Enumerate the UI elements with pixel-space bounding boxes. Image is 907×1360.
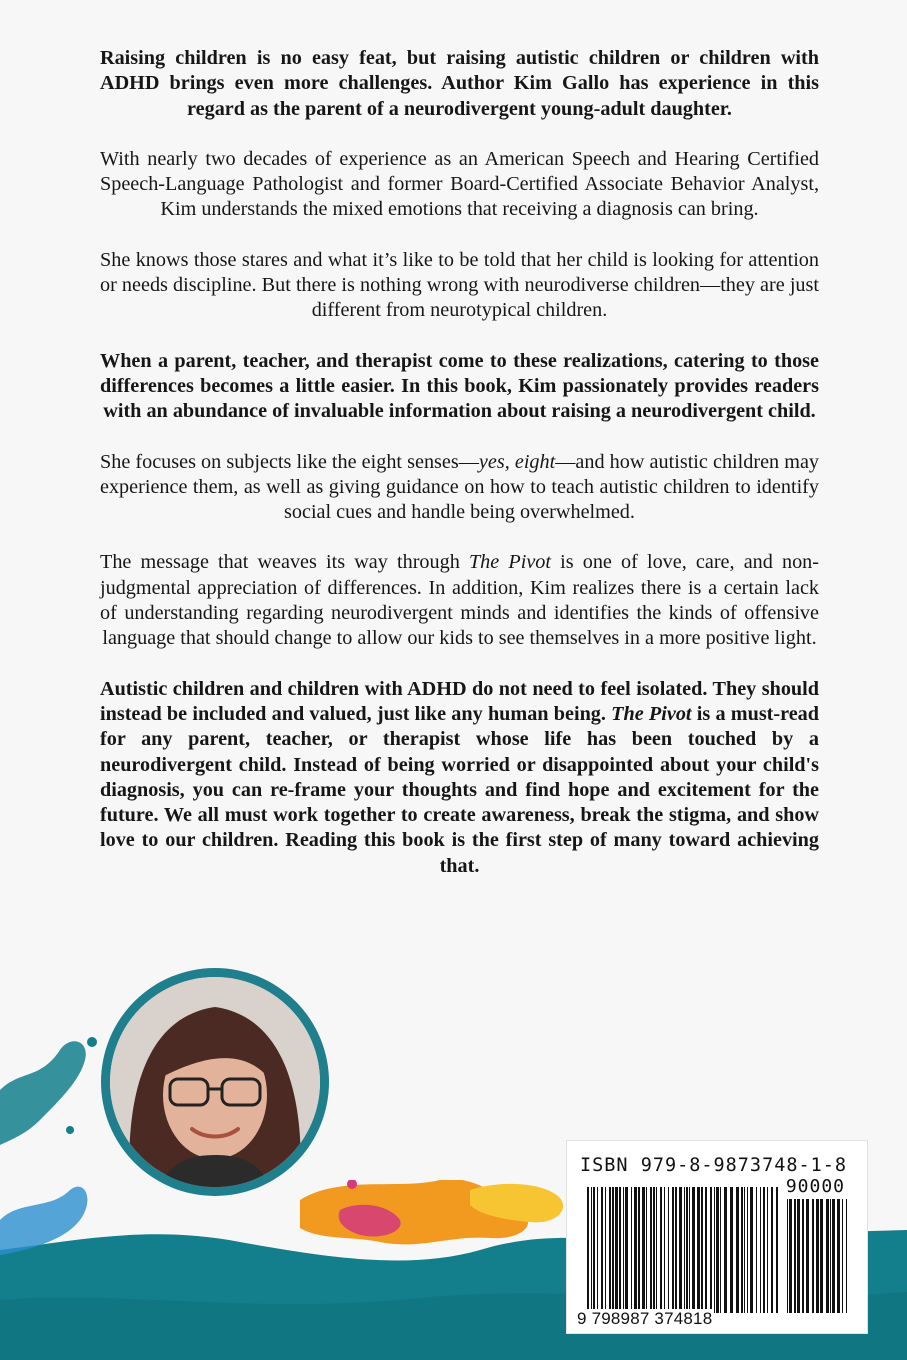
- barcode-digits: 9 798987 374818: [577, 1309, 713, 1328]
- barcode-bar: [787, 1199, 788, 1313]
- barcode-bar: [846, 1199, 847, 1313]
- barcode-bar: [593, 1187, 595, 1313]
- blurb-text: With nearly two decades of experience as an American Speech and Hearing Certified Speech-Language Pathologist and former Board-Certified Associate Behavior Analyst, Kim understands the mixed emotions that receiving a diagnosis can bring.: [100, 147, 819, 221]
- barcode-bar: [714, 1187, 715, 1313]
- blurb-paragraph-7: [100, 677, 819, 879]
- book-title-italic: The Pivot: [611, 702, 692, 725]
- barcode-bar: [631, 1187, 632, 1313]
- barcode-bar: [797, 1199, 800, 1313]
- blurb-text: When a parent, teacher, and therapist come to these realizations, catering to those differences becomes a little easier. In this book, Kim passionately provides readers with an abundance of invaluable information about raising a neurodivergent child.: [100, 349, 819, 423]
- blurb-emphasis: yes, eight: [478, 450, 556, 473]
- barcode-bar: [679, 1187, 682, 1313]
- barcode-bar: [623, 1187, 624, 1313]
- barcode-bar: [724, 1187, 727, 1313]
- barcode-bar: [625, 1187, 628, 1313]
- barcode-bar: [802, 1199, 804, 1313]
- barcode-bar: [656, 1187, 657, 1313]
- barcode-bar: [816, 1199, 819, 1313]
- blurb-paragraph-2: [100, 147, 819, 223]
- barcode-bar: [789, 1199, 792, 1313]
- barcode-bar: [650, 1187, 652, 1313]
- barcode-bar: [653, 1187, 655, 1313]
- isbn-barcode: [566, 1140, 868, 1334]
- barcode-bar: [597, 1187, 598, 1313]
- teal-splash-left: [0, 1030, 110, 1150]
- barcode-bar: [830, 1199, 831, 1313]
- barcode-bar: [812, 1199, 814, 1313]
- barcode-bar: [601, 1187, 603, 1313]
- barcode-bar: [675, 1187, 677, 1313]
- barcode-bar: [842, 1199, 843, 1313]
- barcode-bar: [701, 1187, 703, 1313]
- barcode-bar: [710, 1187, 712, 1313]
- blurb-text: She knows those stares and what it’s like to be told that her child is looking for attention or needs discipline. But there is nothing wrong with neurodiverse children—they are just different from neurotypical children.: [100, 248, 819, 322]
- barcode-bar: [776, 1187, 778, 1313]
- barcode-bar: [756, 1187, 757, 1313]
- barcode-bar: [634, 1187, 637, 1313]
- barcode-bar: [660, 1187, 662, 1313]
- blurb-text: Raising children is no easy feat, but raising autistic children or children with ADHD brings even more challenges. Author Kim Gallo has experience in this regard as the parent of a neurodivergent young-adult daughter.: [100, 47, 819, 120]
- barcode-bar: [794, 1199, 796, 1313]
- barcode-bar: [605, 1187, 606, 1313]
- barcode-bar: [741, 1187, 743, 1313]
- isbn-text: ISBN 979-8-9873748-1-8: [580, 1155, 848, 1176]
- barcode-bar: [689, 1187, 690, 1313]
- barcode-bar: [763, 1187, 765, 1313]
- barcode-bar: [692, 1187, 695, 1313]
- barcode-bar: [619, 1187, 621, 1313]
- barcode-bar: [730, 1187, 733, 1313]
- author-portrait-illustration: [110, 977, 320, 1187]
- barcode-bar: [668, 1187, 669, 1313]
- blurb-text: is a must-read for any parent, teacher, or therapist whose life has been touched by a neurodivergent child. Instead of being worried or disappointed about your child's diagnosis, you can re-frame your thoughts and find hope and excitement for the future. We all must work together to create awareness, break the stigma, and show love to our children. Reading this book is the first step of many toward achieving that.: [100, 702, 820, 877]
- barcode-bar: [609, 1187, 611, 1313]
- barcode-bar: [747, 1187, 748, 1313]
- barcode-bar: [684, 1187, 685, 1313]
- barcode-bar: [664, 1187, 665, 1313]
- author-portrait: [110, 977, 320, 1187]
- barcode-bar: [826, 1199, 829, 1313]
- blurb-paragraph-4: [100, 349, 819, 425]
- barcode-addon-bars: [787, 1199, 849, 1313]
- barcode-bar: [591, 1187, 592, 1313]
- barcode-bar: [642, 1187, 645, 1313]
- blurb-paragraph-6: [100, 550, 819, 651]
- barcode-bar: [744, 1187, 745, 1313]
- barcode-bar: [638, 1187, 640, 1313]
- barcode-bars: [587, 1187, 781, 1313]
- blurb-text: Autistic children and children with ADHD do not need to feel isolated. They should instead be included and valued, just like any human being.: [100, 677, 819, 725]
- author-photo: [101, 968, 329, 1196]
- barcode-bar: [697, 1187, 700, 1313]
- barcode-bar: [587, 1187, 589, 1313]
- barcode-bar: [837, 1199, 840, 1313]
- blurb-paragraph-3: [100, 248, 819, 324]
- barcode-bar: [806, 1199, 809, 1313]
- barcode-bar: [820, 1199, 823, 1313]
- barcode-bar: [760, 1187, 761, 1313]
- blurb-text: is one of love, care, and non-judgmental appreciation of differences. In addition, Kim realizes there is a certain lack of understanding regarding neurodivergent minds and identifies the kinds of offensive language that should change to allow our kids to see themselves in a more positive light.: [100, 551, 819, 650]
- barcode-bar: [612, 1187, 614, 1313]
- barcode-bar: [686, 1187, 688, 1313]
- barcode-bar: [750, 1187, 753, 1313]
- barcode-bar: [615, 1187, 618, 1313]
- barcode-bar: [672, 1187, 674, 1313]
- barcode-bar: [646, 1187, 647, 1313]
- barcode-bar: [832, 1199, 835, 1313]
- blurb-text: —and how autistic children may experience them, as well as giving guidance on how to teach autistic children to identify social cues and handle being overwhelmed.: [100, 450, 819, 524]
- blurb-text: The message that weaves its way through: [100, 551, 469, 574]
- blurb-paragraph-1: [100, 46, 819, 122]
- book-title-italic: The Pivot: [468, 551, 551, 574]
- barcode-bar: [736, 1187, 739, 1313]
- price-code: 90000: [785, 1176, 845, 1197]
- barcode-bar: [705, 1187, 707, 1313]
- barcode-bar: [720, 1187, 721, 1313]
- barcode-bar: [767, 1187, 768, 1313]
- barcode-bar: [771, 1187, 773, 1313]
- barcode-bar: [716, 1187, 719, 1313]
- blurb-paragraph-5: [100, 450, 819, 526]
- blurb-text: She focuses on subjects like the eight senses—: [100, 450, 479, 473]
- back-cover-text: [100, 46, 819, 904]
